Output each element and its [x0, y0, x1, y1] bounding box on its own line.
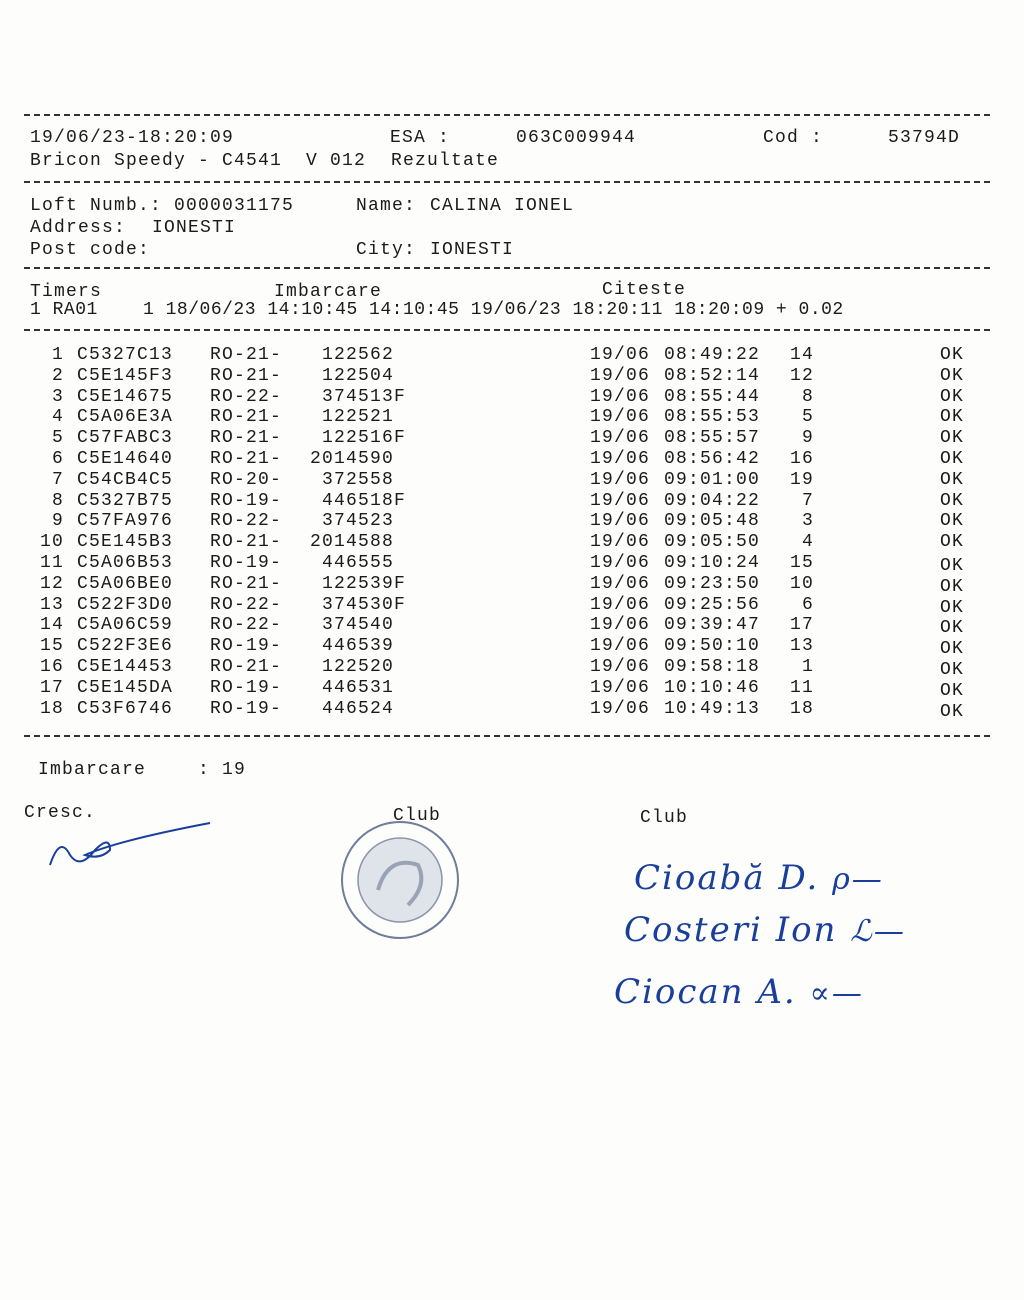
row-index: 2: [51, 365, 64, 386]
ring-prefix: RO-19-: [210, 490, 283, 511]
chip-id: C5E14675: [77, 386, 174, 407]
table-row: [0, 470, 1024, 491]
position: 13: [789, 636, 814, 657]
ring-prefix: RO-21-: [210, 573, 283, 594]
ring-prefix: RO-19-: [210, 677, 283, 698]
position: 9: [801, 428, 814, 449]
ring-prefix: RO-21-: [210, 345, 283, 365]
table-row: [0, 532, 1024, 553]
ring-prefix: RO-22-: [210, 594, 283, 615]
position: 17: [789, 615, 814, 636]
position: 5: [801, 407, 814, 428]
arrival-time: 09:01:00: [664, 469, 761, 490]
row-index: 8: [51, 490, 64, 511]
arrival-date: 19/06: [590, 698, 651, 719]
cresc-signature: [40, 815, 220, 875]
position: 7: [801, 490, 814, 511]
chip-id: C5A06BE0: [77, 573, 174, 594]
status: OK: [940, 597, 965, 618]
arrival-time: 08:52:14: [664, 365, 761, 386]
arrival-date: 19/06: [590, 636, 651, 657]
divider: [24, 735, 990, 737]
table-row: [0, 449, 1024, 470]
row-index: 14: [39, 615, 64, 636]
chip-id: C5E145F3: [77, 365, 174, 386]
table-row: [0, 407, 1024, 428]
table-row: [0, 491, 1024, 512]
imbarcare-summary-value: : 19: [198, 760, 247, 780]
arrival-time: 09:58:18: [664, 657, 761, 677]
chip-id: C5327B75: [77, 490, 174, 511]
ring-prefix: RO-21-: [210, 532, 283, 553]
handwritten-signature-3: Ciocan A. ∝—: [614, 972, 864, 1012]
ring-prefix: RO-19-: [210, 698, 283, 719]
table-row: [0, 574, 1024, 595]
row-index: 17: [39, 677, 64, 698]
citeste-header: Citeste: [602, 280, 687, 300]
table-row: [0, 636, 1024, 660]
arrival-time: 09:25:56: [664, 594, 761, 615]
chip-id: C57FA976: [77, 511, 174, 532]
table-row: [0, 428, 1024, 449]
arrival-date: 19/06: [590, 469, 651, 490]
city-label: City:: [356, 240, 417, 260]
timer-line: 1 RA01 1 18/06/23 14:10:45 14:10:45 19/06/23 18:20:11 18:20:09 + 0.02: [30, 300, 844, 320]
chip-id: C53F6746: [77, 698, 174, 719]
print-datetime: 19/06/23-18:20:09: [30, 128, 235, 148]
ring-prefix: RO-19-: [210, 636, 283, 657]
arrival-date: 19/06: [590, 573, 651, 594]
position: 15: [789, 553, 814, 573]
position: 4: [801, 532, 814, 553]
table-row: [0, 657, 1024, 678]
status: OK: [940, 511, 965, 532]
ring-number: 122516F: [322, 428, 407, 449]
chip-id: C5A06C59: [77, 615, 174, 636]
chip-id: C54CB4C5: [77, 469, 174, 490]
club-label: Club: [640, 808, 689, 828]
arrival-date: 19/06: [590, 407, 651, 428]
arrival-time: 10:10:46: [664, 677, 761, 698]
status: OK: [940, 532, 965, 553]
version: V 012: [306, 151, 367, 171]
ring-prefix: RO-21-: [210, 428, 283, 449]
chip-id: C5E14453: [77, 657, 174, 677]
table-row: [0, 699, 1024, 720]
ring-prefix: RO-21-: [210, 407, 283, 428]
handwritten-signature-1: Cioabă D. ρ—: [634, 858, 884, 898]
position: 18: [789, 698, 814, 719]
status: OK: [940, 618, 965, 639]
status: OK: [940, 469, 965, 490]
row-index: 4: [51, 407, 64, 428]
status: OK: [940, 701, 965, 722]
status: OK: [940, 576, 965, 597]
arrival-time: 09:50:10: [664, 636, 761, 657]
timers-label: Timers: [30, 282, 103, 302]
status: OK: [940, 345, 965, 365]
arrival-time: 09:04:22: [664, 490, 761, 511]
status: OK: [940, 386, 965, 407]
ring-number: 374540: [322, 615, 395, 636]
ring-prefix: RO-22-: [210, 615, 283, 636]
arrival-date: 19/06: [590, 511, 651, 532]
ring-number: 374530F: [322, 594, 407, 615]
arrival-date: 19/06: [590, 345, 651, 365]
cod-label: Cod :: [763, 128, 824, 148]
arrival-date: 19/06: [590, 657, 651, 677]
row-index: 16: [39, 657, 64, 677]
table-row: [0, 366, 1024, 387]
ring-number: 372558: [322, 469, 395, 490]
device-name: Bricon Speedy - C4541: [30, 151, 283, 171]
row-index: 12: [39, 573, 64, 594]
row-index: 18: [39, 698, 64, 719]
table-row: [0, 595, 1024, 616]
name-label: Name:: [356, 196, 417, 216]
row-index: 15: [39, 636, 64, 657]
status: OK: [940, 407, 965, 428]
ring-number: 2014590: [310, 449, 395, 469]
ring-prefix: RO-22-: [210, 386, 283, 407]
position: 6: [801, 594, 814, 615]
arrival-date: 19/06: [590, 386, 651, 407]
ring-number: 374513F: [322, 386, 407, 407]
ring-prefix: RO-21-: [210, 449, 283, 469]
status: OK: [940, 428, 965, 449]
position: 1: [801, 657, 814, 677]
ring-number: 446555: [322, 553, 395, 573]
loft-label: Loft Numb.:: [30, 196, 163, 216]
postcode-label: Post code:: [30, 240, 151, 260]
imbarcare-summary-label: Imbarcare: [38, 760, 147, 780]
row-index: 3: [51, 386, 64, 407]
imbarcare-header: Imbarcare: [274, 282, 383, 302]
arrival-time: 08:55:44: [664, 386, 761, 407]
table-row: [0, 345, 1024, 366]
club-stamp: [338, 810, 468, 950]
arrival-time: 08:56:42: [664, 449, 761, 469]
ring-number: 122521: [322, 407, 395, 428]
ring-number: 446539: [322, 636, 395, 657]
divider: [24, 267, 990, 269]
ring-prefix: RO-21-: [210, 365, 283, 386]
ring-number: 446524: [322, 698, 395, 719]
position: 3: [801, 511, 814, 532]
arrival-time: 09:23:50: [664, 573, 761, 594]
arrival-time: 09:05:48: [664, 511, 761, 532]
position: 19: [789, 469, 814, 490]
arrival-date: 19/06: [590, 532, 651, 553]
row-index: 11: [39, 553, 64, 573]
cresc-label: Cresc.: [24, 803, 97, 823]
arrival-time: 10:49:13: [664, 698, 761, 719]
chip-id: C57FABC3: [77, 428, 174, 449]
position: 10: [789, 573, 814, 594]
cod-value: 53794D: [888, 128, 961, 148]
arrival-time: 08:49:22: [664, 345, 761, 365]
ring-number: 446518F: [322, 490, 407, 511]
arrival-time: 09:39:47: [664, 615, 761, 636]
chip-id: C522F3E6: [77, 636, 174, 657]
arrival-date: 19/06: [590, 490, 651, 511]
row-index: 10: [39, 532, 64, 553]
handwritten-signature-2: Costeri Ion ℒ—: [624, 910, 906, 950]
table-row: [0, 553, 1024, 574]
row-index: 13: [39, 594, 64, 615]
position: 11: [789, 677, 814, 698]
ring-number: 374523: [322, 511, 395, 532]
ring-number: 122539F: [322, 573, 407, 594]
chip-id: C5E14640: [77, 449, 174, 469]
position: 8: [801, 386, 814, 407]
table-row: [0, 387, 1024, 408]
ring-number: 122520: [322, 657, 395, 677]
table-row: [0, 678, 1024, 699]
arrival-date: 19/06: [590, 449, 651, 469]
arrival-date: 19/06: [590, 677, 651, 698]
arrival-date: 19/06: [590, 594, 651, 615]
divider: [24, 329, 990, 331]
divider: [24, 181, 990, 183]
name-value: CALINA IONEL: [430, 196, 575, 216]
club-stamp-label: Club: [393, 806, 442, 826]
chip-id: C522F3D0: [77, 594, 174, 615]
row-index: 6: [51, 449, 64, 469]
arrival-date: 19/06: [590, 428, 651, 449]
chip-id: C5A06B53: [77, 553, 174, 573]
row-index: 5: [51, 428, 64, 449]
arrival-date: 19/06: [590, 553, 651, 573]
status: OK: [940, 490, 965, 511]
position: 12: [789, 365, 814, 386]
position: 14: [789, 345, 814, 365]
city-value: IONESTI: [430, 240, 515, 260]
status: OK: [940, 680, 965, 701]
table-row: [0, 615, 1024, 639]
ring-number: 122562: [322, 345, 395, 365]
arrival-date: 19/06: [590, 615, 651, 636]
arrival-date: 19/06: [590, 365, 651, 386]
esa-label: ESA :: [390, 128, 451, 148]
ring-prefix: RO-21-: [210, 657, 283, 677]
ring-number: 446531: [322, 677, 395, 698]
address-value: IONESTI: [152, 218, 237, 238]
ring-number: 122504: [322, 365, 395, 386]
status: OK: [940, 365, 965, 386]
status: OK: [940, 639, 965, 660]
arrival-time: 09:05:50: [664, 532, 761, 553]
report-type: Rezultate: [391, 151, 500, 171]
status: OK: [940, 660, 965, 680]
chip-id: C5E145B3: [77, 532, 174, 553]
arrival-time: 08:55:57: [664, 428, 761, 449]
chip-id: C5327C13: [77, 345, 174, 365]
esa-value: 063C009944: [516, 128, 637, 148]
ring-number: 2014588: [310, 532, 395, 553]
divider: [24, 114, 990, 116]
status: OK: [940, 449, 965, 469]
ring-prefix: RO-22-: [210, 511, 283, 532]
arrival-time: 09:10:24: [664, 553, 761, 573]
ring-prefix: RO-19-: [210, 553, 283, 573]
chip-id: C5A06E3A: [77, 407, 174, 428]
row-index: 9: [51, 511, 64, 532]
row-index: 7: [51, 469, 64, 490]
row-index: 1: [51, 345, 64, 365]
address-label: Address:: [30, 218, 127, 238]
ring-prefix: RO-20-: [210, 469, 283, 490]
position: 16: [789, 449, 814, 469]
status: OK: [940, 556, 965, 576]
table-row: [0, 511, 1024, 532]
chip-id: C5E145DA: [77, 677, 174, 698]
arrival-time: 08:55:53: [664, 407, 761, 428]
loft-value: 0000031175: [174, 196, 295, 216]
